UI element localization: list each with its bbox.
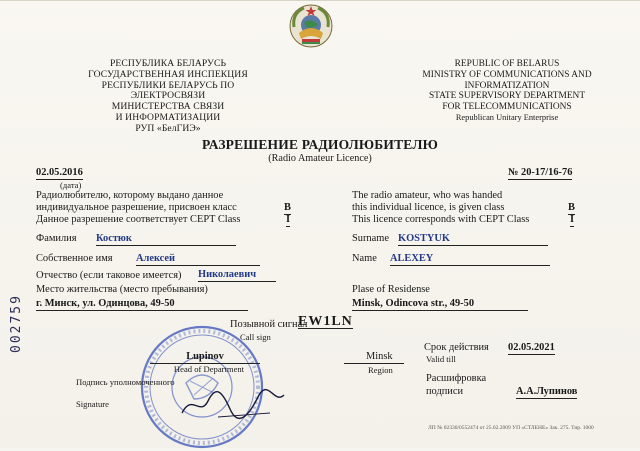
cept-label-ru: Данное разрешение соответствует CEPT Class bbox=[36, 214, 241, 225]
signature-label-en: Signature bbox=[76, 399, 109, 409]
surname-value-ru: Костюк bbox=[96, 233, 236, 246]
region-underline bbox=[344, 363, 404, 364]
region-label: Region bbox=[368, 365, 393, 375]
residence-value-en: Minsk, Odincova str., 49-50 bbox=[352, 298, 528, 311]
class-label-ru: индивидуальное разрешение, присвоен класс bbox=[36, 202, 237, 213]
issuer-line: STATE SUPERVISORY DEPARTMENT bbox=[428, 91, 586, 102]
document-title: РАЗРЕШЕНИЕ РАДИОЛЮБИТЕЛЮ bbox=[202, 137, 438, 152]
given-name-value-en: ALEXEY bbox=[390, 253, 550, 266]
validity-label-en: Valid till bbox=[426, 354, 456, 364]
decoding-value: А.А.Лупинов bbox=[516, 386, 578, 397]
issuer-header-ru bbox=[68, 59, 268, 135]
class-value-ru: B bbox=[284, 202, 291, 213]
document-subtitle: (Radio Amateur Licence) bbox=[268, 153, 372, 164]
issuer-line: РЕСПУБЛИКА БЕЛАРУСЬ bbox=[109, 58, 227, 69]
validity-value: 02.05.2021 bbox=[508, 342, 555, 353]
holder-intro-en: The radio amateur, who was handed bbox=[352, 190, 503, 201]
issuer-line: INFORMATIZATION bbox=[464, 80, 550, 91]
region-value: Minsk bbox=[366, 351, 393, 362]
issuer-line: РУП «БелГИЭ» bbox=[135, 122, 201, 134]
patronymic-label-ru: Отчество (если таковое имеется) bbox=[36, 270, 182, 281]
serial-number: 002759 bbox=[9, 294, 24, 353]
residence-label-ru: Место жительства (место пребывания) bbox=[36, 284, 208, 295]
issuer-line: MINISTRY OF COMMUNICATIONS AND bbox=[422, 69, 592, 80]
issue-date-label: (дата) bbox=[60, 180, 82, 190]
holder-intro-ru: Радиолюбителю, которому выдано данное bbox=[36, 190, 224, 201]
callsign-value: EW1LN bbox=[298, 314, 353, 329]
given-name-value-ru: Алексей bbox=[136, 253, 260, 266]
class-value-en: B bbox=[568, 202, 575, 213]
class-label-en: this individual licence, is given class bbox=[352, 202, 505, 213]
cept-label-en: This licence corresponds with CEPT Class bbox=[352, 214, 530, 225]
signatory-name: Lupinov bbox=[150, 351, 260, 364]
decoding-label-1: Расшифровка bbox=[426, 373, 487, 384]
given-name-label-ru: Собственное имя bbox=[36, 253, 113, 264]
issuer-line: ГОСУДАРСТВЕННАЯ ИНСПЕКЦИЯ bbox=[88, 68, 248, 80]
callsign-label-ru: Позывной сигнал bbox=[230, 319, 308, 330]
issuer-line: FOR TELECOMMUNICATIONS bbox=[442, 102, 572, 113]
surname-label-ru: Фамилия bbox=[36, 233, 77, 244]
issuer-line: МИНИСТЕРСТВА СВЯЗИ bbox=[111, 101, 225, 113]
issuer-line: REPUBLIC OF BELARUS bbox=[454, 59, 560, 69]
signatory-title: Head of Department bbox=[173, 364, 245, 374]
handwritten-signature-icon bbox=[178, 387, 288, 421]
surname-value-en: KOSTYUK bbox=[398, 233, 548, 246]
print-footer: ЛП № 02330/0552474 от 25.02.2009 УП «СТЛЕНЕ» Зак. 275. Тир. 1000 bbox=[428, 425, 594, 431]
decoding-label-2: подписи bbox=[426, 386, 464, 397]
given-name-label-en: Name bbox=[352, 253, 377, 264]
issuer-line: И ИНФОРМАТИЗАЦИИ bbox=[115, 111, 221, 123]
validity-label-ru: Срок действия bbox=[424, 342, 489, 353]
signature-label-ru: Подпись уполномоченного bbox=[76, 377, 175, 387]
issuer-line: Republican Unitary Enterprise bbox=[455, 112, 559, 122]
residence-value-ru: г. Минск, ул. Одинцова, 49-50 bbox=[36, 298, 248, 311]
issue-date: 02.05.2016 bbox=[36, 167, 83, 178]
licence-number: № 20-17/16-76 bbox=[508, 167, 573, 178]
callsign-label-en: Call sign bbox=[240, 332, 271, 342]
cept-value-en: I bbox=[570, 214, 575, 225]
coat-of-arms-icon bbox=[288, 3, 334, 49]
residence-label-en: Plase of Residense bbox=[352, 284, 430, 295]
surname-label-en: Surname bbox=[352, 233, 389, 244]
issuer-line: РЕСПУБЛИКИ БЕЛАРУСЬ ПО ЭЛЕКТРОСВЯЗИ bbox=[101, 79, 235, 102]
cept-value-ru: I bbox=[286, 214, 291, 225]
issuer-header-en bbox=[402, 59, 612, 124]
patronymic-value-ru: Николаевич bbox=[198, 269, 276, 282]
